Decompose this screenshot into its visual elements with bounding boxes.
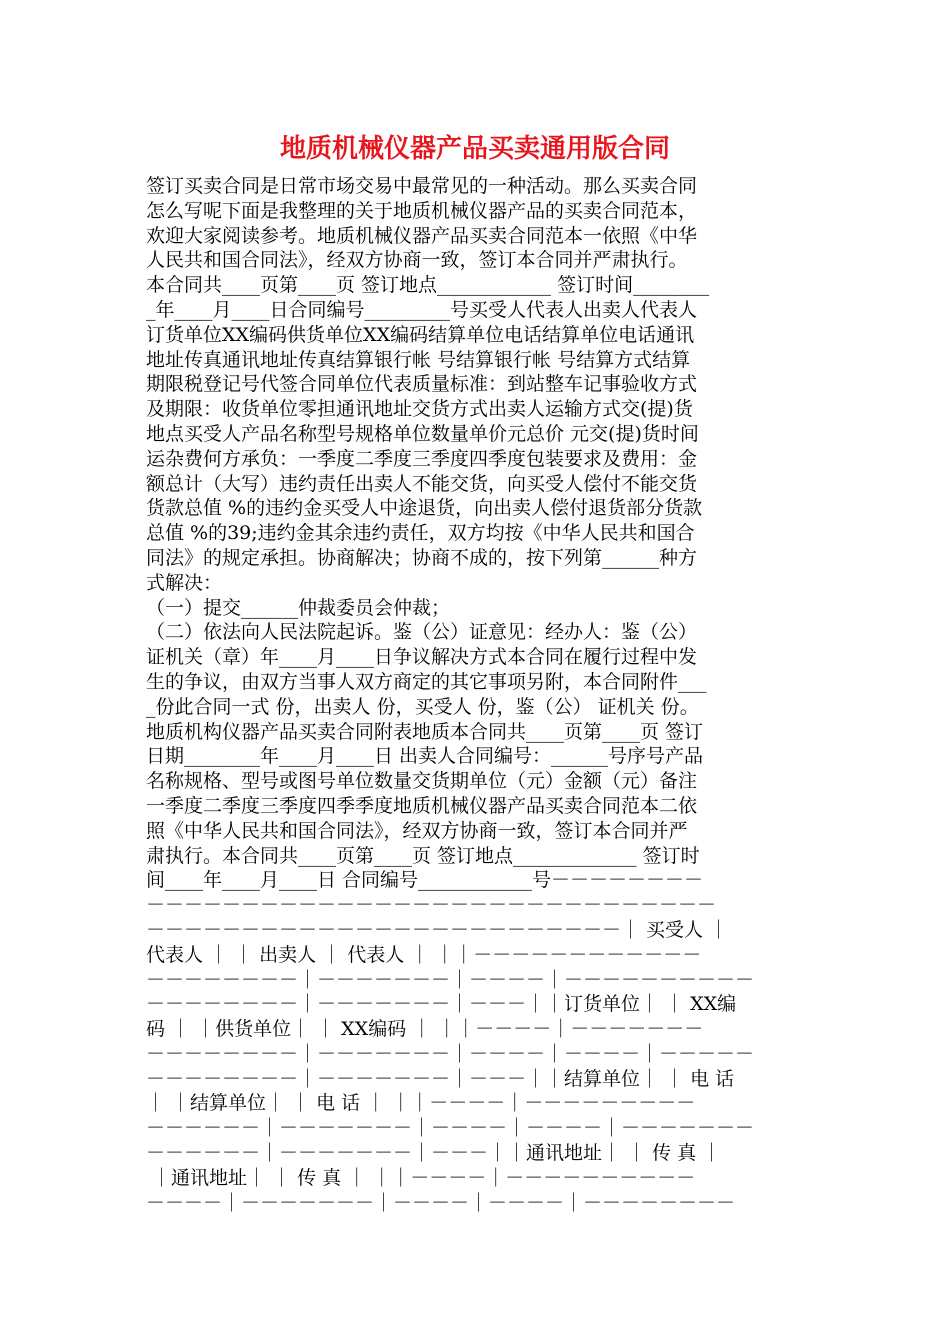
body-line: 照《中华人民共和国合同法》，经双方协商一致，签订本合同并严 bbox=[146, 819, 688, 842]
body-line: 本合同共____页第____页 签订地点____________ 签订时间________ bbox=[146, 274, 710, 297]
body-line: 人民共和国合同法》，经双方协商一致，签订本合同并严肃执行。 bbox=[146, 249, 688, 272]
body-line: 名称规格、型号或图号单位数量交货期单位（元）金额（元）备注 bbox=[146, 770, 698, 793]
body-line: 地址传真通讯地址传真结算银行帐 号结算银行帐 号结算方式结算 bbox=[146, 348, 691, 371]
body-line: －－－－｜－－－－－－－｜－－－－｜－－－－｜－－－－－－－－ bbox=[146, 1191, 736, 1214]
body-line: 及期限：收货单位零担通讯地址交货方式出卖人运输方式交(提)货 bbox=[146, 398, 693, 421]
body-line: 签订买卖合同是日常市场交易中最常见的一种活动。那么买卖合同 bbox=[146, 175, 698, 197]
body-line: 生的争议，由双方当事人双方商定的其它事项另附，本合同附件___ bbox=[146, 670, 707, 693]
body-line: 怎么写呢下面是我整理的关于地质机械仪器产品的买卖合同范本， bbox=[146, 199, 698, 222]
body-line: －－－－－－－－｜－－－－－－－｜－－－｜｜订货单位｜ ｜ XX编 bbox=[146, 993, 737, 1016]
body-line: 一季度二季度三季度四季季度地质机械仪器产品买卖合同范本二依 bbox=[146, 794, 698, 817]
body-line: 额总计（大写）违约责任出卖人不能交货，向买受人偿付不能交货 bbox=[146, 472, 698, 495]
body-line: －－－－－－－－｜－－－－－－－｜－－－－｜－－－－｜－－－－－ bbox=[146, 1042, 755, 1065]
body-line: 肃执行。本合同共____页第____页 签订地点_____________ 签订时 bbox=[146, 844, 700, 867]
body-line: 运杂费何方承负：一季度二季度三季度四季度包装要求及费用：金 bbox=[146, 447, 698, 470]
body-line: 式解决： bbox=[146, 571, 223, 594]
body-line: （二）依法向人民法院起诉。鉴（公）证意见：经办人：鉴（公） bbox=[146, 621, 698, 644]
body-line: 同法》的规定承担。协商解决；协商不成的，按下列第______种方 bbox=[146, 546, 698, 569]
body-line: 期限税登记号代签合同单位代表质量标准：到站整车记事验收方式 bbox=[146, 373, 698, 396]
body-line: 订货单位XX编码供货单位XX编码结算单位电话结算单位电话通讯 bbox=[146, 323, 695, 346]
body-line: 代表人 ｜ ｜ 出卖人 ｜ 代表人 ｜ ｜｜－－－－－－－－－－－－ bbox=[146, 943, 702, 966]
body-line: －－－－－－｜－－－－－－－｜－－－－｜－－－－｜－－－－－－－ bbox=[146, 1117, 755, 1140]
body-line: －－－－－－－－｜－－－－－－－｜－－－｜｜结算单位｜ ｜ 电 话 bbox=[146, 1067, 735, 1090]
body-line: 地点买受人产品名称型号规格单位数量单价元总价 元交(提)货时间 bbox=[146, 422, 699, 445]
body-line: 欢迎大家阅读参考。地质机械仪器产品买卖合同范本一依照《中华 bbox=[146, 224, 698, 247]
body-line: －－－－－－｜－－－－－－－｜－－－｜｜通讯地址｜ ｜ 传 真 ｜ bbox=[146, 1142, 722, 1165]
body-line: －－－－－－－－－－－－－－－－－－－－－－－－－－－－－－ bbox=[146, 894, 717, 917]
body-line: _份此合同一式 份，出卖人 份，买受人 份，鉴（公） 证机关 份。 bbox=[146, 695, 699, 718]
body-line: －－－－－－－－－－－－－－－－－－－－－－－－－｜ 买受人 ｜ bbox=[146, 918, 729, 941]
body-line: 间____年____月____日 合同编号____________号－－－－－－－－ bbox=[146, 869, 704, 892]
body-line: 码 ｜ ｜供货单位｜ ｜ XX编码 ｜ ｜｜－－－－｜－－－－－－－ bbox=[146, 1018, 704, 1041]
body-line: ｜通讯地址｜ ｜ 传 真 ｜ ｜｜－－－－｜－－－－－－－－－－ bbox=[146, 1166, 696, 1189]
body-line: 货款总值 %的违约金买受人中途退货，向出卖人偿付退货部分货款 bbox=[146, 497, 703, 520]
body-line: －－－－－－－－｜－－－－－－－｜－－－－｜－－－－－－－－－－ bbox=[146, 968, 755, 991]
document-title: 地质机械仪器产品买卖通用版合同 bbox=[279, 134, 670, 164]
body-line: 地质机构仪器产品买卖合同附表地质本合同共____页第____页 签订 bbox=[146, 720, 704, 743]
body-line: _年____月____日合同编号_________号买受人代表人出卖人代表人 bbox=[146, 298, 698, 321]
document-body bbox=[146, 174, 810, 1215]
body-line: ｜ ｜结算单位｜ ｜ 电 话 ｜ ｜｜－－－－｜－－－－－－－－－ bbox=[146, 1092, 696, 1115]
body-line: 总值 %的39;违约金其余违约责任，双方均按《中华人民共和国合 bbox=[146, 522, 695, 545]
body-line: （一）提交______仲裁委员会仲裁； bbox=[146, 596, 451, 619]
body-line: 日期________年____月____日 出卖人合同编号：______号序号产品 bbox=[146, 745, 704, 768]
body-line: 证机关（章）年____月____日争议解决方式本合同在履行过程中发 bbox=[146, 646, 698, 669]
